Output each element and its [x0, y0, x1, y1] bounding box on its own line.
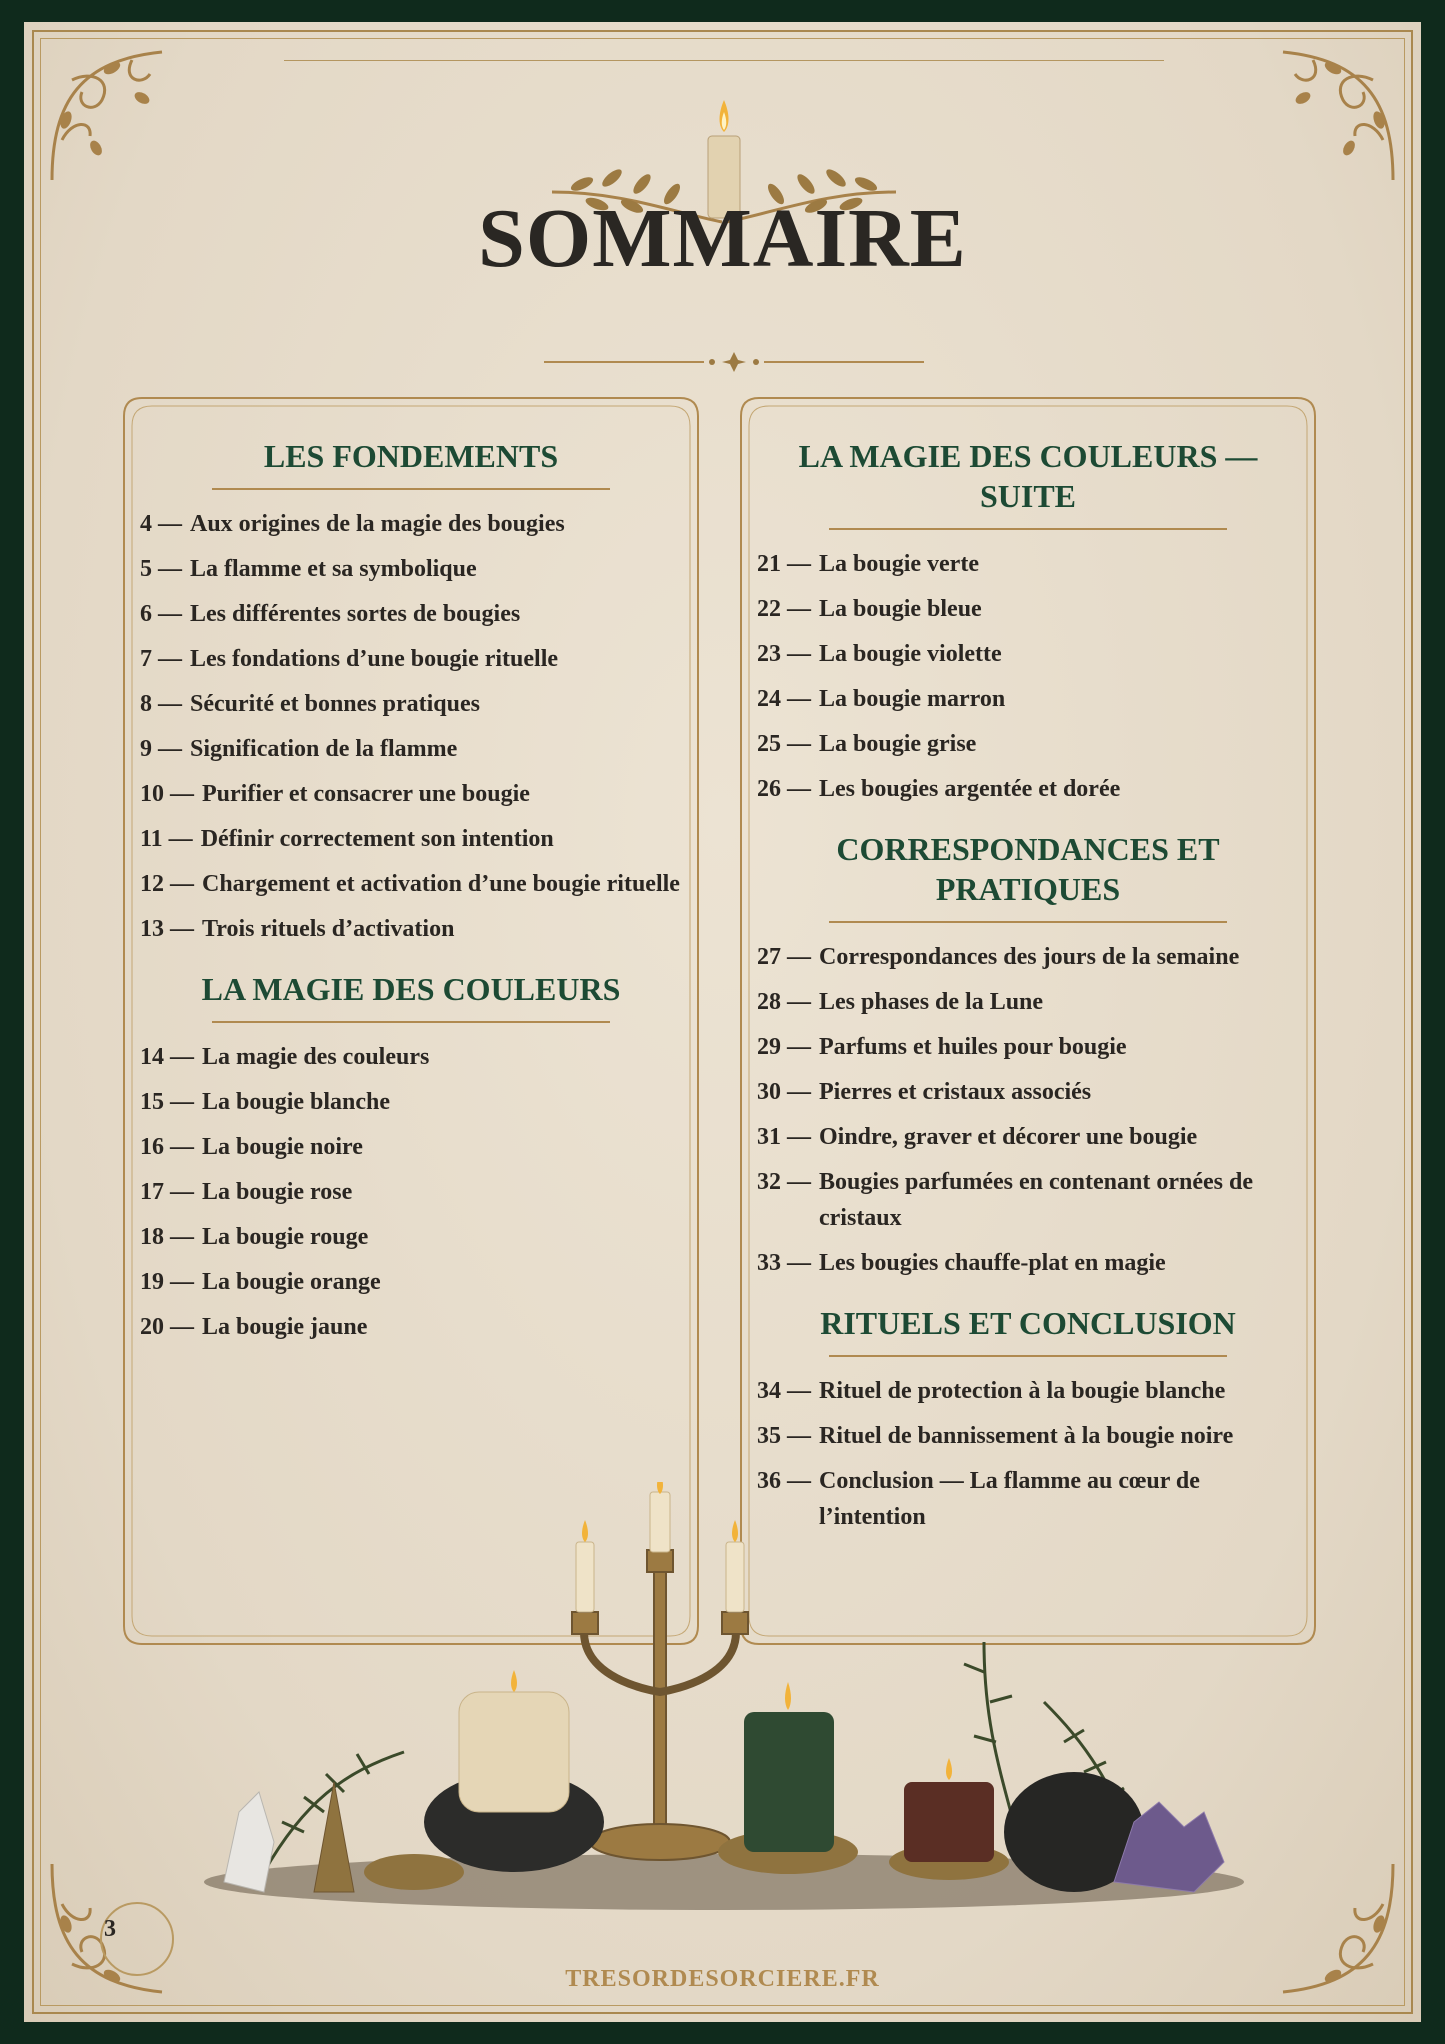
toc-entry-page: 6 — — [140, 601, 182, 627]
toc-entry-page: 15 — — [140, 1089, 194, 1115]
toc-entry[interactable] — [140, 731, 682, 767]
toc-entry-title: La bougie blanche — [202, 1089, 391, 1115]
toc-entry-title: Trois rituels d’activation — [202, 916, 455, 942]
section-rule — [212, 488, 610, 490]
toc-list — [140, 506, 682, 947]
toc-entry-title: La bougie jaune — [202, 1314, 368, 1340]
toc-entry-title: La magie des couleurs — [202, 1044, 430, 1070]
toc-entry-page: 29 — — [757, 1034, 811, 1060]
toc-entry-page: 16 — — [140, 1134, 194, 1160]
page-number: 3 — [104, 1916, 116, 1942]
toc-entry[interactable] — [757, 1245, 1299, 1281]
toc-entry[interactable] — [757, 591, 1299, 627]
toc-entry-title: Chargement et activation d’une bougie rituelle — [202, 871, 680, 897]
toc-entry-page: 4 — — [140, 511, 182, 537]
toc-entry-title: Bougies parfumées en contenant ornées de cristaux — [819, 1169, 1253, 1231]
toc-entry[interactable] — [140, 596, 682, 632]
toc-entry[interactable] — [140, 1039, 682, 1075]
toc-entry[interactable] — [757, 1119, 1299, 1155]
toc-entry-page: 26 — — [757, 776, 811, 802]
toc-entry[interactable] — [140, 551, 682, 587]
toc-entry-page: 27 — — [757, 944, 811, 970]
toc-entry-title: Conclusion — La flamme au cœur de l’intention — [819, 1468, 1200, 1530]
toc-entry-title: Les bougies argentée et dorée — [819, 776, 1121, 802]
toc-entry-page: 5 — — [140, 556, 182, 582]
toc-entry[interactable] — [140, 866, 682, 902]
toc-entry-page: 11 — — [140, 826, 193, 852]
toc-entry[interactable] — [757, 546, 1299, 582]
toc-entry-title: La flamme et sa symbolique — [190, 556, 477, 582]
toc-entry-title: Correspondances des jours de la semaine — [819, 944, 1240, 970]
toc-entry-title: La bougie grise — [819, 731, 977, 757]
top-ornament-line — [284, 60, 1164, 61]
section-heading: RITUELS ET CONCLUSION — [820, 1305, 1236, 1341]
toc-entry-title: Pierres et cristaux associés — [819, 1079, 1092, 1105]
toc-entry-page: 36 — — [757, 1468, 811, 1494]
toc-entry[interactable] — [140, 821, 682, 857]
corner-flourish-icon — [1253, 40, 1403, 190]
toc-entry-title: La bougie orange — [202, 1269, 381, 1295]
toc-list — [757, 939, 1299, 1281]
toc-entry[interactable] — [757, 1164, 1299, 1236]
section-heading: CORRESPONDANCES ET PRATIQUES — [836, 831, 1220, 907]
toc-entry[interactable] — [140, 686, 682, 722]
toc-entry-page: 8 — — [140, 691, 182, 717]
toc-entry-page: 7 — — [140, 646, 182, 672]
toc-entry-title: Purifier et consacrer une bougie — [202, 781, 530, 807]
corner-flourish-icon — [42, 40, 192, 190]
section-rule — [829, 528, 1227, 530]
toc-left-column — [122, 396, 700, 1646]
toc-entry-title: Aux origines de la magie des bougies — [190, 511, 565, 537]
toc-entry-title: La bougie rose — [202, 1179, 353, 1205]
toc-entry-title: Les différentes sortes de bougies — [190, 601, 521, 627]
toc-entry-page: 31 — — [757, 1124, 811, 1150]
toc-entry[interactable] — [140, 911, 682, 947]
toc-right-column — [739, 396, 1317, 1646]
section-rule — [829, 921, 1227, 923]
toc-entry[interactable] — [140, 1174, 682, 1210]
toc-entry-page: 18 — — [140, 1224, 194, 1250]
toc-entry[interactable] — [757, 1418, 1299, 1454]
section-heading: LA MAGIE DES COULEURS — [201, 971, 621, 1007]
toc-entry[interactable] — [757, 636, 1299, 672]
toc-entry-page: 23 — — [757, 641, 811, 667]
toc-entry-title: Les phases de la Lune — [819, 989, 1044, 1015]
toc-entry[interactable] — [140, 1129, 682, 1165]
toc-entry-title: La bougie rouge — [202, 1224, 369, 1250]
toc-entry-title: Rituel de bannissement à la bougie noire — [819, 1423, 1234, 1449]
toc-entry[interactable] — [140, 1264, 682, 1300]
toc-entry-page: 24 — — [757, 686, 811, 712]
toc-entry[interactable] — [757, 1029, 1299, 1065]
section-heading: LES FONDEMENTS — [263, 438, 559, 474]
toc-entry-title: Les bougies chauffe-plat en magie — [819, 1250, 1166, 1276]
toc-list — [140, 1039, 682, 1345]
toc-entry-title: La bougie violette — [819, 641, 1002, 667]
toc-entry-title: La bougie verte — [819, 551, 979, 577]
page — [24, 22, 1421, 2022]
toc-entry-page: 34 — — [757, 1378, 811, 1404]
toc-entry[interactable] — [140, 1219, 682, 1255]
toc-entry-title: Sécurité et bonnes pratiques — [190, 691, 480, 717]
toc-entry[interactable] — [757, 1074, 1299, 1110]
toc-entry[interactable] — [140, 1084, 682, 1120]
toc-entry-page: 33 — — [757, 1250, 811, 1276]
toc-entry-page: 30 — — [757, 1079, 811, 1105]
toc-entry-title: La bougie noire — [202, 1134, 363, 1160]
toc-entry[interactable] — [757, 771, 1299, 807]
toc-entry-page: 25 — — [757, 731, 811, 757]
toc-entry-title: La bougie bleue — [819, 596, 982, 622]
toc-entry-page: 28 — — [757, 989, 811, 1015]
toc-entry-title: Oindre, graver et décorer une bougie — [819, 1124, 1198, 1150]
toc-entry-page: 10 — — [140, 781, 194, 807]
toc-entry[interactable] — [757, 1373, 1299, 1409]
toc-entry[interactable] — [757, 726, 1299, 762]
toc-entry-title: Signification de la flamme — [190, 736, 458, 762]
candles-altar-illustration — [184, 1482, 1264, 1912]
toc-entry-page: 32 — — [757, 1169, 811, 1195]
toc-entry-page: 22 — — [757, 596, 811, 622]
section-rule — [212, 1021, 610, 1023]
toc-entry-page: 13 — — [140, 916, 194, 942]
toc-entry[interactable] — [757, 939, 1299, 975]
toc-entry-page: 9 — — [140, 736, 182, 762]
toc-entry-title: Rituel de protection à la bougie blanche — [819, 1378, 1226, 1404]
toc-entry-title: Les fondations d’une bougie rituelle — [190, 646, 559, 672]
page-title: SOMMAIRE — [478, 192, 967, 285]
toc-list — [757, 546, 1299, 807]
toc-entry[interactable] — [757, 681, 1299, 717]
toc-entry-page: 21 — — [757, 551, 811, 577]
toc-entry[interactable] — [140, 776, 682, 812]
toc-entry-page: 12 — — [140, 871, 194, 897]
toc-entry-title: La bougie marron — [819, 686, 1006, 712]
footer-website: TRESORDESORCIERE.FR — [565, 1966, 880, 1992]
toc-entry[interactable] — [140, 641, 682, 677]
toc-entry-title: Définir correctement son intention — [200, 826, 554, 852]
title-divider-icon — [544, 352, 924, 372]
toc-entry-page: 20 — — [140, 1314, 194, 1340]
toc-entry[interactable] — [140, 1309, 682, 1345]
toc-entry-page: 19 — — [140, 1269, 194, 1295]
toc-entry-page: 17 — — [140, 1179, 194, 1205]
toc-entry-title: Parfums et huiles pour bougie — [819, 1034, 1127, 1060]
toc-entry-page: 35 — — [757, 1423, 811, 1449]
page-number-badge — [100, 1902, 174, 1976]
toc-entry-page: 14 — — [140, 1044, 194, 1070]
toc-entry[interactable] — [757, 984, 1299, 1020]
toc-entry[interactable] — [140, 506, 682, 542]
section-rule — [829, 1355, 1227, 1357]
section-heading: LA MAGIE DES COULEURS — SUITE — [798, 438, 1258, 514]
